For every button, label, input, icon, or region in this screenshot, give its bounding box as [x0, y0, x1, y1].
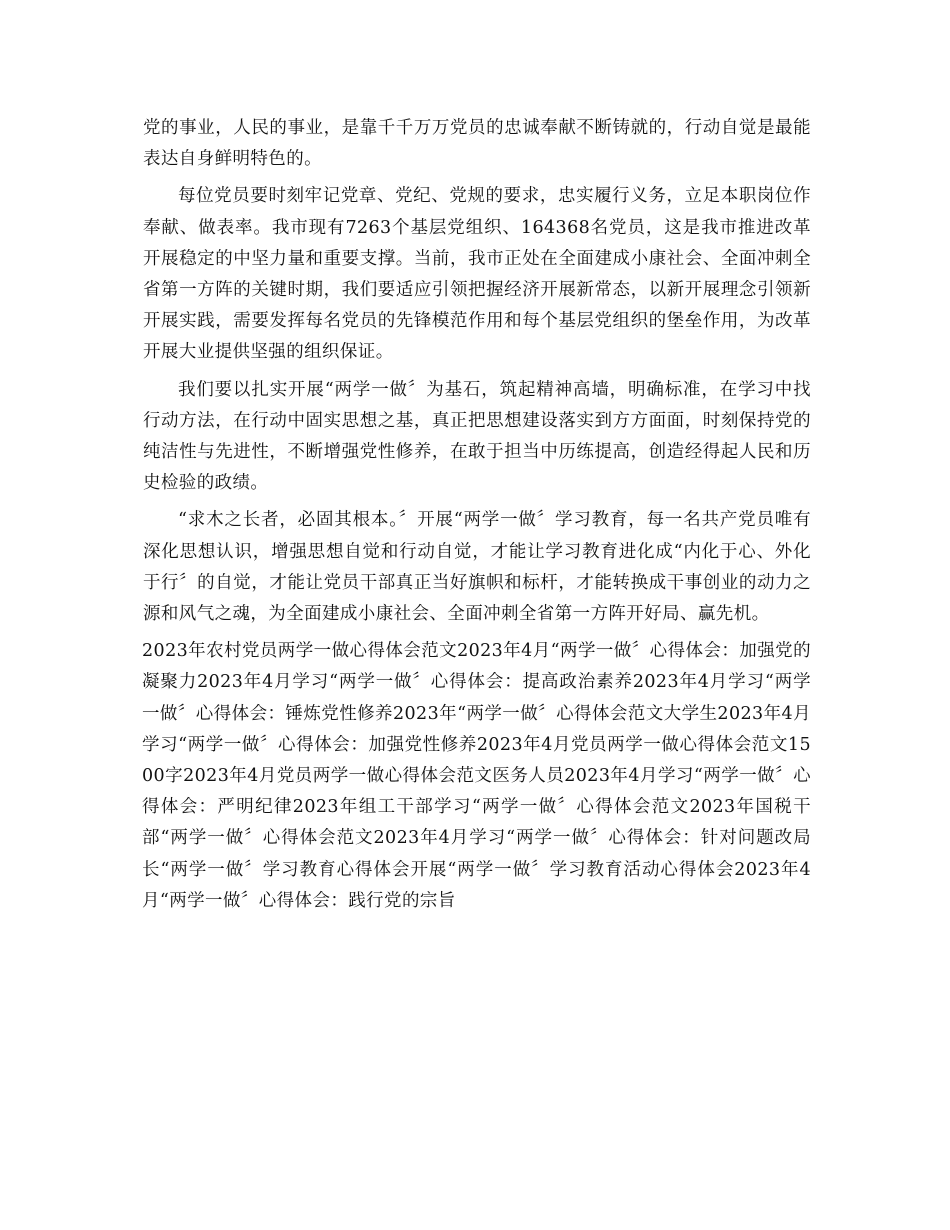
- paragraph-continuation: 党的事业，人民的事业，是靠千千万万党员的忠诚奉献不断铸就的，行动自觉是最能表达自身鲜明特色的。: [143, 118, 811, 170]
- document-body: [143, 113, 811, 923]
- paragraph-root-quote: “求木之长者，必固其根本。〞开展“两学一做〞学习教育，每一名共产党员唯有深化思想认识，增强思想自觉和行动自觉，才能让学习教育进化成“内化于心、外化于行〞的自觉，才能让党员干部真正当好旗帜和标杆，才能转换成干事创业的动力之源和风气之魂，为全面建成小康社会、全面冲刺全省第一方阵开好局、赢先机。: [143, 510, 811, 625]
- related-articles-list: 2023年农村党员两学一做心得体会范文2023年4月“两学一做〞心得体会：加强党的凝聚力2023年4月学习“两学一做〞心得体会：提高政治素养2023年4月学习“两学一做〞心得体会：锤炼党性修养2023年“两学一做〞心得体会范文大学生2023年4月学习“两学一做〞心得体会：加强党性修养2023年4月党员两学一做心得体会范文1500字2023年4月党员两学一做心得体会范文医务人员2023年4月学习“两学一做〞心得体会：严明纪律2023年组工干部学习“两学一做〞心得体会范文2023年国税干部“两学一做〞心得体会范文2023年4月学习“两学一做〞心得体会：针对问题改局长“两学一做〞学习教育心得体会开展“两学一做〞学习教育活动心得体会2023年4月“两学一做〞心得体会：践行党的宗旨: [142, 641, 811, 911]
- paragraph-party-members-duty: 每位党员要时刻牢记党章、党纪、党规的要求，忠实履行义务，立足本职岗位作奉献、做表率。我市现有7263个基层党组织、164368名党员，这是我市推进改革开展稳定的中坚力量和重要支撑。当前，我市正处在全面建成小康社会、全面冲刺全省第一方阵的关键时期，我们要适应引领把握经济开展新常态，以新开展理念引领新开展实践，需要发挥每名党员的先锋模范作用和每个基层党组织的堡垒作用，为改革开展大业提供坚强的组织保证。: [143, 186, 811, 363]
- paragraph-two-studies-foundation: 我们要以扎实开展“两学一做〞为基石，筑起精神高墙，明确标准，在学习中找行动方法，在行动中固实思想之基，真正把思想建设落实到方方面面，时刻保持党的纯洁性与先进性，不断增强党性修养，在敢于担当中历练提高，创造经得起人民和历史检验的政绩。: [143, 379, 811, 494]
